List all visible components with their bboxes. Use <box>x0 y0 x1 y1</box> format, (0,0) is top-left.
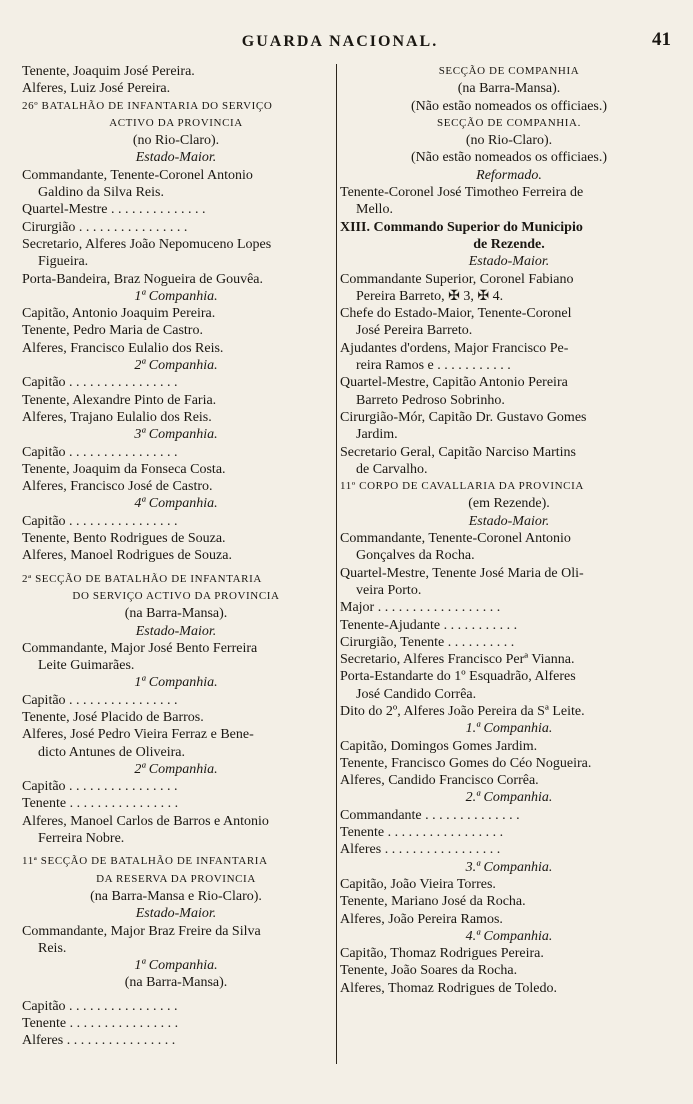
left-text-line: Commandante, Major Braz Freire da Silva <box>22 923 261 939</box>
right-text-line: de Carvalho. <box>356 461 428 477</box>
right-text-line: Barreto Pedroso Sobrinho. <box>356 392 505 408</box>
right-text-line: Secretario, Alferes Francisco Perª Vianna. <box>340 652 575 668</box>
right-text-line: Tenente . . . . . . . . . . . . . . . . . <box>340 825 504 841</box>
left-text-line: 11ª SECÇÃO DE BATALHÃO DE INFANTARIA <box>22 855 268 868</box>
right-text-line: José Pereira Barreto. <box>356 323 473 339</box>
left-text-line: Tenente, José Placido de Barros. <box>22 709 204 725</box>
right-text-line: Commandante, Tenente-Coronel Antonio <box>340 531 571 547</box>
right-text-line: Tenente, Mariano José da Rocha. <box>340 894 526 910</box>
left-text-line: Alferes, Francisco Eulalio dos Reis. <box>22 340 224 356</box>
left-text-line: (na Barra-Mansa). <box>124 606 228 622</box>
right-text-line: Gonçalves da Rocha. <box>356 548 475 564</box>
left-text-line: 2ª SECÇÃO DE BATALHÃO DE INFANTARIA <box>22 572 262 585</box>
left-text-line: Alferes, Francisco José de Castro. <box>22 479 213 495</box>
left-text-line: 3ª Companhia. <box>134 427 218 443</box>
left-text-line: Alferes, Manoel Rodrigues de Souza. <box>22 548 232 564</box>
right-text-line: de Rezende. <box>473 236 545 252</box>
left-text-line: Tenente, Joaquim da Fonseca Costa. <box>22 461 226 477</box>
left-text-line: Capitão . . . . . . . . . . . . . . . . <box>22 375 178 391</box>
left-text-line: Alferes, José Pedro Vieira Ferraz e Bene- <box>22 727 254 743</box>
left-text-line: (no Rio-Claro). <box>132 133 220 149</box>
page-header <box>0 0 693 60</box>
right-text-line: Quartel-Mestre, Tenente José Maria de Oli- <box>340 565 584 581</box>
right-text-line: Alferes, Thomaz Rodrigues de Toledo. <box>340 980 558 996</box>
right-text-line: Alferes, Candido Francisco Corrêa. <box>340 773 539 789</box>
left-text-line: Capitão, Antonio Joaquim Pereira. <box>22 306 216 322</box>
right-text-line: (na Barra-Mansa). <box>457 81 561 97</box>
left-text-line: Reis. <box>38 940 67 956</box>
page-title: GUARDA NACIONAL. <box>241 33 439 50</box>
page-number: 41 <box>652 29 671 50</box>
right-text-line: Major . . . . . . . . . . . . . . . . . . <box>340 600 501 616</box>
left-text-line: 4ª Companhia. <box>134 496 218 512</box>
left-text-line: Capitão . . . . . . . . . . . . . . . . <box>22 692 178 708</box>
right-text-line: (em Rezende). <box>468 496 550 512</box>
right-text-line: Dito do 2º, Alferes João Pereira da Sª Leite. <box>340 703 585 719</box>
right-text-line: veira Porto. <box>356 582 422 598</box>
right-text-line: 2.ª Companhia. <box>465 790 553 806</box>
right-text-line: Cirurgião, Tenente . . . . . . . . . . <box>340 634 515 650</box>
left-text-line: dicto Antunes de Oliveira. <box>38 744 185 760</box>
left-text-line: Tenente, Pedro Maria de Castro. <box>22 323 203 339</box>
left-column <box>22 63 330 1050</box>
right-text-line: José Candido Corrêa. <box>356 686 477 702</box>
right-text-line: Tenente-Coronel José Timotheo Ferreira de <box>340 185 584 201</box>
right-text-line: 1.ª Companhia. <box>465 721 553 737</box>
right-text-line: Tenente, Francisco Gomes do Céo Nogueira. <box>340 755 592 771</box>
left-text-line: Tenente . . . . . . . . . . . . . . . . <box>22 796 179 812</box>
left-text-line: Figueira. <box>38 254 89 270</box>
left-text-line: Alferes, Manoel Carlos de Barros e Antonio <box>22 813 269 829</box>
left-text-line: Capitão . . . . . . . . . . . . . . . . <box>22 444 178 460</box>
left-text-line: Galdino da Silva Reis. <box>38 185 164 201</box>
right-text-line: Jardim. <box>356 427 398 443</box>
right-text-line: (Não estão nomeados os officiaes.) <box>410 150 608 166</box>
right-text-line: Capitão, Thomaz Rodrigues Pereira. <box>340 946 544 962</box>
left-text-line: ACTIVO DA PROVINCIA <box>109 116 243 129</box>
right-text-line: Alferes . . . . . . . . . . . . . . . . . <box>340 842 501 858</box>
left-text-line: Alferes . . . . . . . . . . . . . . . . <box>22 1033 176 1049</box>
right-text-line: Capitão, Domingos Gomes Jardim. <box>340 738 538 754</box>
right-text-line: SECÇÃO DE COMPANHIA. <box>437 116 581 129</box>
right-text-line: Tenente, João Soares da Rocha. <box>340 963 518 979</box>
left-text-line: 26º BATALHÃO DE INFANTARIA DO SERVIÇO <box>22 99 273 112</box>
left-text-line: Alferes, Trajano Eulalio dos Reis. <box>22 409 212 425</box>
right-text-line: XIII. Commando Superior do Municipio <box>340 219 583 235</box>
left-text-line: Commandante, Major José Bento Ferreira <box>22 640 258 656</box>
right-text-line: reira Ramos e . . . . . . . . . . . <box>356 358 511 374</box>
right-text-line: Chefe do Estado-Maior, Tenente-Coronel <box>340 306 572 322</box>
left-text-line: Ferreira Nobre. <box>38 831 125 847</box>
right-text-line: 4.ª Companhia. <box>465 928 553 944</box>
right-column <box>340 63 678 997</box>
right-text-line: Commandante . . . . . . . . . . . . . . <box>340 807 520 823</box>
left-text-line: Porta-Bandeira, Braz Nogueira de Gouvêa. <box>22 271 264 287</box>
right-text-line: Ajudantes d'ordens, Major Francisco Pe- <box>340 340 569 356</box>
left-text-line: Alferes, Luiz José Pereira. <box>22 81 171 97</box>
left-text-line: 1ª Companhia. <box>134 675 218 691</box>
right-text-line: Porta-Estandarte do 1º Esquadrão, Alferes <box>340 669 576 685</box>
left-text-line: Cirurgião . . . . . . . . . . . . . . . . <box>22 219 188 235</box>
right-text-line: (no Rio-Claro). <box>465 133 553 149</box>
left-text-line: Estado-Maior. <box>135 906 217 922</box>
right-text-line: Commandante Superior, Coronel Fabiano <box>340 271 574 287</box>
left-text-line: Capitão . . . . . . . . . . . . . . . . <box>22 998 178 1014</box>
left-text-line: DO SERVIÇO ACTIVO DA PROVINCIA <box>72 589 280 602</box>
left-text-line: Tenente . . . . . . . . . . . . . . . . <box>22 1016 179 1032</box>
left-text-line: Estado-Maior. <box>135 150 217 166</box>
right-text-line: Mello. <box>356 202 393 218</box>
right-text-line: Estado-Maior. <box>468 254 550 270</box>
left-text-line: 1ª Companhia. <box>134 958 218 974</box>
left-text-line: Tenente, Alexandre Pinto de Faria. <box>22 392 217 408</box>
left-text-line: Tenente, Joaquim José Pereira. <box>22 64 195 79</box>
right-text-line: Cirurgião-Mór, Capitão Dr. Gustavo Gomes <box>340 409 587 425</box>
left-text-line: Estado-Maior. <box>135 623 217 639</box>
left-text-line: Leite Guimarães. <box>38 658 135 674</box>
column-divider <box>336 64 337 1064</box>
right-text-line: SECÇÃO DE COMPANHIA <box>438 65 580 77</box>
left-text-line: (na Barra-Mansa). <box>124 975 228 991</box>
right-text-line: Estado-Maior. <box>468 513 550 529</box>
left-text-line: 2ª Companhia. <box>134 358 218 374</box>
right-text-line: Quartel-Mestre, Capitão Antonio Pereira <box>340 375 568 391</box>
right-text-line: Reformado. <box>476 167 542 183</box>
right-text-line: 11º CORPO DE CAVALLARIA DA PROVINCIA <box>340 480 584 493</box>
right-text-line: Secretario Geral, Capitão Narciso Martins <box>340 444 576 460</box>
left-text-line: Secretario, Alferes João Nepomuceno Lopes <box>22 236 272 252</box>
right-text-line: Pereira Barreto, ✠ 3, ✠ 4. <box>356 288 504 304</box>
right-text-line: (Não estão nomeados os officiaes.) <box>410 98 608 114</box>
right-text-line: Tenente-Ajudante . . . . . . . . . . . <box>340 617 518 633</box>
left-text-line: 2ª Companhia. <box>134 761 218 777</box>
right-text-line: Capitão, João Vieira Torres. <box>340 876 496 892</box>
left-text-line: Capitão . . . . . . . . . . . . . . . . <box>22 513 178 529</box>
left-text-line: Commandante, Tenente-Coronel Antonio <box>22 167 253 183</box>
right-text-line: 3.ª Companhia. <box>465 859 553 875</box>
left-text-line: Quartel-Mestre . . . . . . . . . . . . . . <box>22 202 206 218</box>
left-text-line: Tenente, Bento Rodrigues de Souza. <box>22 531 226 547</box>
left-text-line: (na Barra-Mansa e Rio-Claro). <box>90 888 262 904</box>
left-text-line: 1ª Companhia. <box>134 288 218 304</box>
left-text-line: Capitão . . . . . . . . . . . . . . . . <box>22 779 178 795</box>
right-text-line: Alferes, João Pereira Ramos. <box>340 911 503 927</box>
left-text-line: DA RESERVA DA PROVINCIA <box>96 872 256 885</box>
